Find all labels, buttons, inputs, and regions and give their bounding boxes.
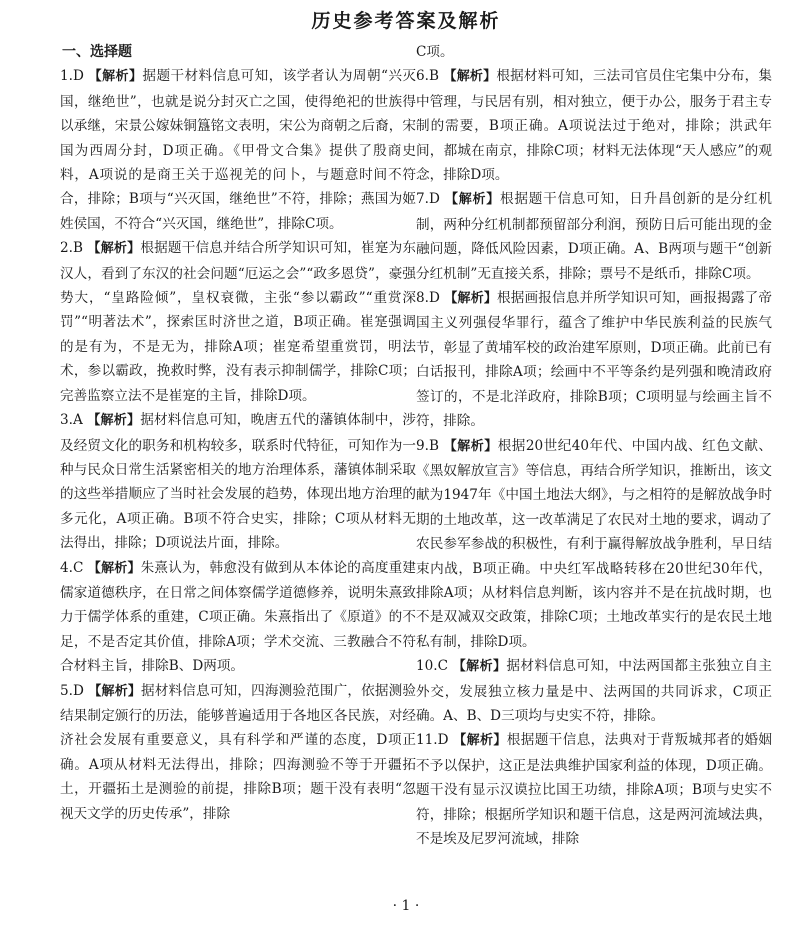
item-answer: B: [428, 68, 439, 85]
analysis-tag: 【解析】: [444, 192, 501, 208]
answer-item: [60, 236, 416, 408]
analysis-text: 根据题干信息可知，日升昌创新的是分红机制，两种分红机制都预留部分利润，预防日后可能出现的金融问题，降低风险因素，D项正确。A、B两项与题干“创新分红机制”无直接关系，排除；票号不是纸币，排除C项。: [416, 191, 772, 282]
analysis-text: 根据画报信息并所学知识可知，画报揭露了帝国主义列强侵华罪行，蕴含了维护中华民族利益的民族气节，彰显了黄埔军校的政治建军原则，D项正确。此前已有白话报刊，排除A项；绘画中不平等条约是列强和晚清政府签订的，不是北洋政府，排除B项；C项明显与绘画主旨不符，排除。: [416, 290, 772, 430]
item-number: 7.: [416, 191, 429, 208]
analysis-tag: 【解析】: [443, 438, 498, 454]
answer-item: [60, 679, 416, 826]
answer-item: [416, 654, 772, 728]
analysis-tag: 【解析】: [444, 291, 498, 307]
item-number: 1.: [60, 68, 73, 85]
item-answer: C: [437, 658, 449, 675]
analysis-text: 根据题干信息，法典对于背叛城邦者的婚姻不予以保护，这正是法典维护国家利益的体现，D项正确。题干没有显示汉谟拉比国王功绩，排除A项；B项与史实不符，排除；根据所学知识和题干信息，这是两河流域法典，不是埃及尼罗河流域，排除: [416, 732, 772, 847]
analysis-text: 据材料信息可知，四海测验范围广，依据测验结果制定颁行的历法，能够普遍适用于各地区各民族，对经济社会发展有重要意义，具有科学和严谨的态度，D项正确。A项从材料无法得出，排除；四海测验不等于开疆拓土，开疆拓土是测验的前提，排除B项；题干没有表明“忽视天文学的历史传承”，排除: [60, 682, 416, 822]
item-answer: D: [72, 682, 84, 699]
item-number: 4.: [60, 559, 73, 576]
item-answer: C: [72, 559, 84, 576]
section-heading: 一、选择题: [62, 44, 132, 60]
item-answer: D: [72, 68, 84, 85]
analysis-tag: 【解析】: [88, 683, 142, 699]
item-number: 8.: [416, 290, 429, 307]
right-column: [416, 40, 772, 851]
answer-item: [416, 728, 772, 851]
answer-item: [416, 286, 772, 433]
analysis-tag: 【解析】: [452, 659, 507, 675]
analysis-text: 据材料信息可知，晚唐五代的藩镇体制中，涉及经贸文化的职务和机构较多，联系时代特征，可知作为一种与民众日常生活紧密相关的地方治理体系，藩镇体制采取的这些举措顺应了当时社会发展的趋势，体现出地方治理的多元化，A项正确。B项不符合史实，排除；C项从材料无法得出，排除；D项说法片面，排除。: [60, 412, 416, 552]
analysis-tag: 【解析】: [88, 69, 143, 85]
analysis-text: 根据题干信息并结合所学知识可知，崔寔为东汉人，看到了东汉的社会问题“厄运之会”“政多恩贷”，豪强势大，“皇路险倾”，皇权衰微，主张“参以霸政”“重赏深罚”“明著法术”，探索匡时济世之道，B项正确。崔寔强调的是有为，不是无为，排除A项；崔寔希望重赏罚，明法术，参以霸政，挽救时弊，没有表示抑制儒学，排除C项；完善监察立法不是崔寔的主旨，排除D项。: [60, 240, 416, 404]
analysis-tag: 【解析】: [443, 69, 497, 85]
analysis-text: 朱熹认为，韩愈没有做到从本体论的高度重建儒家道德秩序，在日常之间体察儒学道德修养，说明朱熹致力于儒学体系的重建，C项正确。朱熹指出了《原道》的不足，不是否定其价值，排除A项；学术交流、三教融合不符合材料主旨，排除B、D两项。: [60, 559, 416, 675]
item-answer: A: [72, 412, 83, 429]
answer-item: [416, 434, 772, 655]
left-column: [60, 40, 416, 826]
item-number: 5.: [60, 682, 73, 699]
analysis-text: 据题干材料信息可知，该学者认为周朝“兴灭国，继绝世”，也就是说分封灭亡之国，使得绝祀的世族得以承继，宋景公嫁妹铜簋铭文表明，宋公为商朝之后裔，宋国为西周分封，D项正确。《甲骨文合集》提供了殷商史料，A项说的是商王关于巡视羌的问卜，与题意时间不符合，排除；B项与“兴灭国，继绝世”不符，排除；燕国为姬姓侯国，不符合“兴灭国，继绝世”，排除C项。: [60, 68, 416, 232]
item-number: 2.: [60, 240, 73, 257]
item-number: 11.: [416, 732, 438, 749]
item-answer: B: [428, 437, 439, 454]
page-title: 历史参考答案及解析: [311, 10, 501, 32]
analysis-text: 根据材料可知，三法司官员住宅集中分布，集中管理，与民居有别，相对独立，便于办公，服务于君主专制的需要，B项正确。A项说法过于绝对，排除；洪武年间，都城在南京，排除C项；材料无法体现“天人感应”的观念，排除D项。: [416, 68, 772, 184]
item-answer: B: [72, 240, 83, 257]
analysis-text: 据材料信息可知，中法两国都主张独立自主外交，发展独立核力量是中、法两国的共同诉求，C项正确。A、B、D三项均与史实不符，排除。: [416, 658, 772, 724]
answer-item: [416, 187, 772, 286]
item-number: 6.: [416, 68, 429, 85]
answer-item: [416, 64, 772, 187]
analysis-tag: 【解析】: [87, 241, 141, 257]
answer-item: [60, 408, 416, 555]
analysis-text: 根据20世纪40年代、中国内战、红色文献、《黑奴解放宣言》等信息，再结合所学知识，推断出，该文献为1947年《中国土地法大纲》，与之相符的是解放战争时期的土地改革，这一改革满足了农民对土地的要求，调动了农民参军参战的积极性，有利于赢得解放战争胜利，早日结束内战，B项正确。中央红军战略转移在20世纪30年代，排除A项；从材料信息判断，该内容并不是在抗战时期，也不是双减双交政策，排除C项；土地改革实行的是农民土地私有制，排除D项。: [416, 437, 773, 650]
item-number: 3.: [60, 412, 73, 429]
analysis-tag: 【解析】: [87, 413, 141, 429]
answer-item: [60, 556, 416, 679]
item-number: 9.: [416, 437, 429, 454]
continued-text: C项。: [416, 44, 454, 60]
analysis-tag: 【解析】: [87, 560, 141, 576]
item-answer: D: [428, 191, 440, 208]
analysis-tag: 【解析】: [453, 733, 507, 749]
item-number: 10.: [416, 658, 438, 675]
page-number: · 1 ·: [392, 898, 420, 914]
item-answer: D: [437, 732, 449, 749]
item-answer: D: [428, 290, 440, 307]
answer-item: [60, 64, 416, 236]
